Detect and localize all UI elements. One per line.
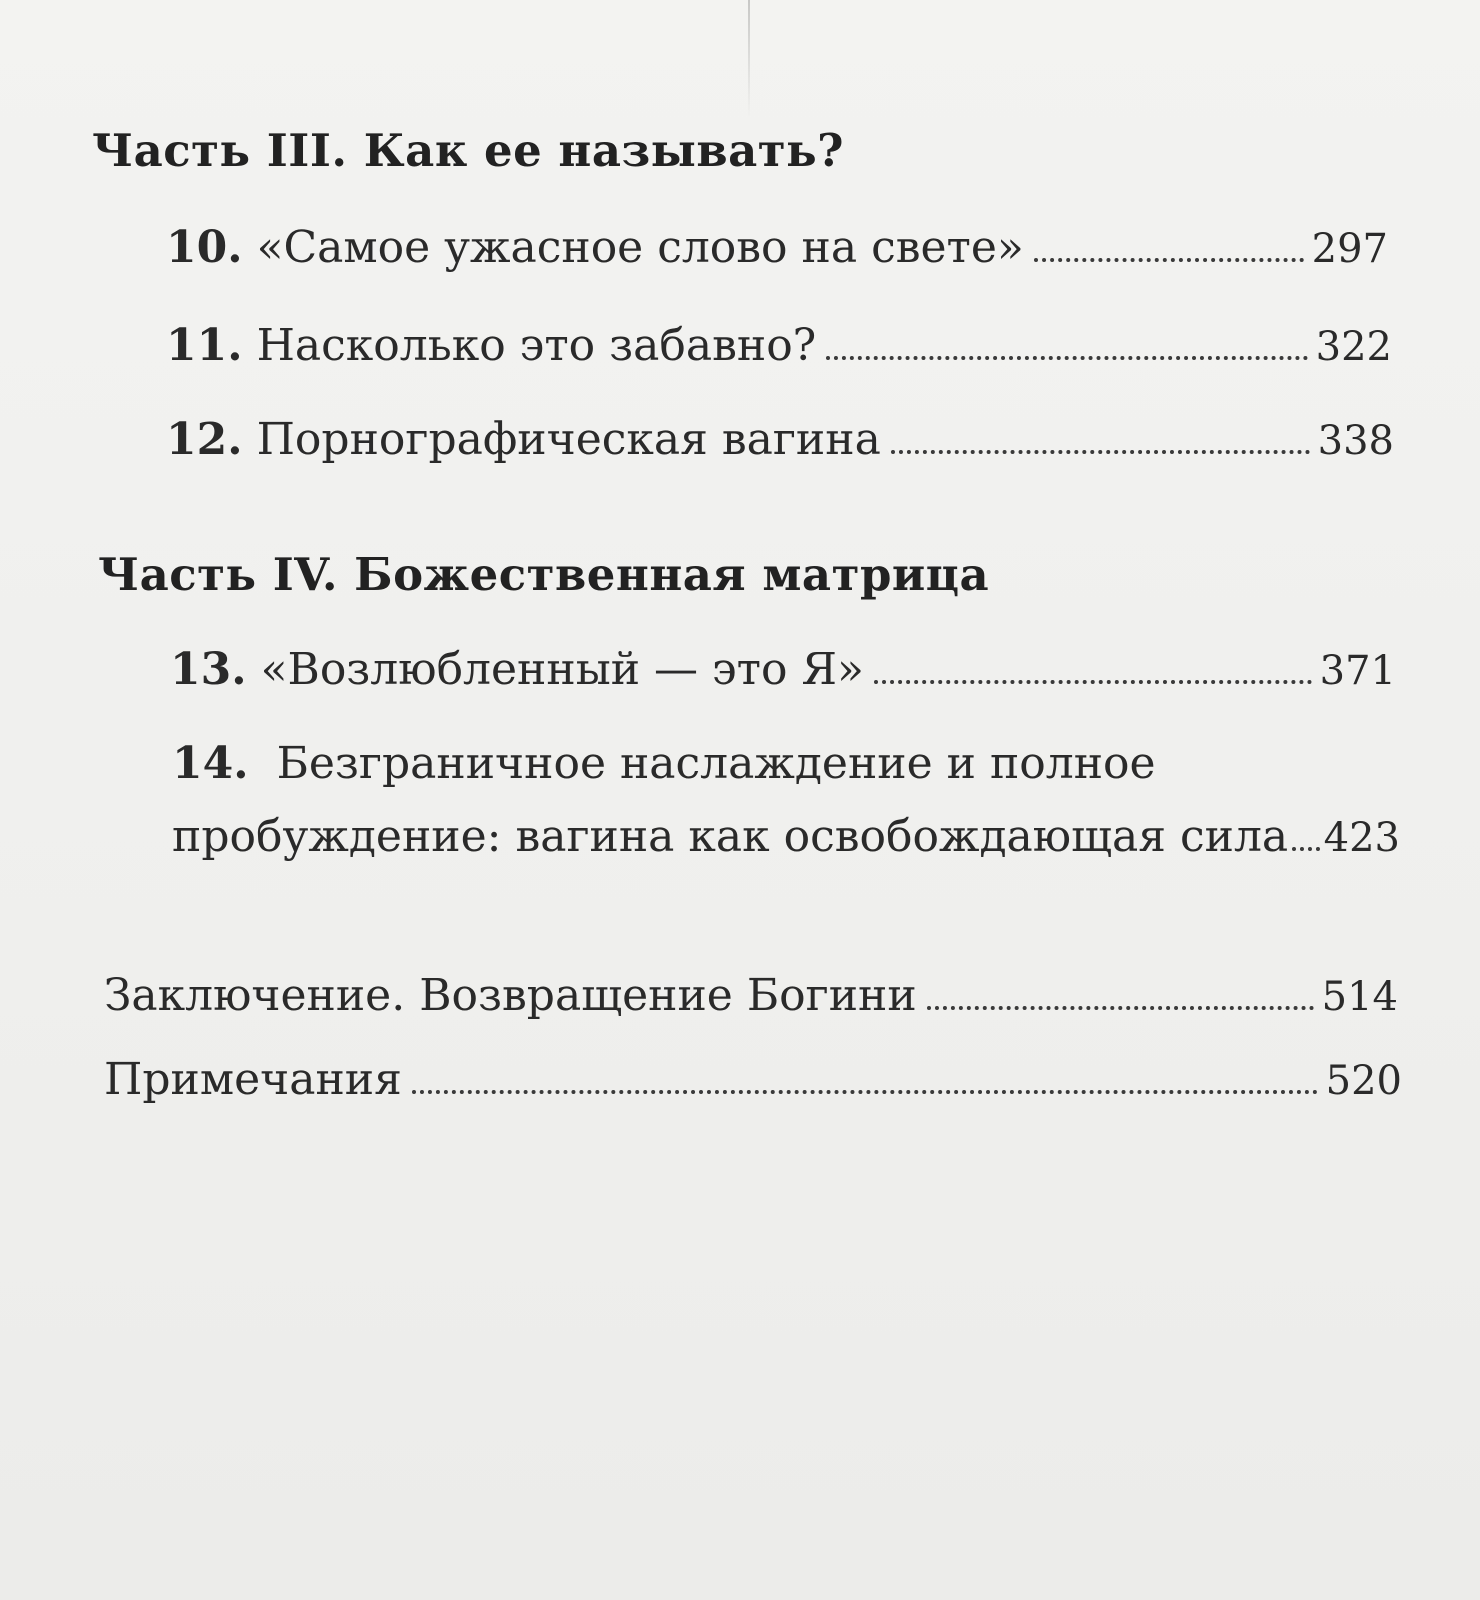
part-heading-3: Часть III. Как ее называть? (92, 124, 845, 177)
toc-entry-13[interactable] (170, 644, 1396, 695)
chapter-title-line1: Безграничное наслаждение и полное (276, 738, 1156, 789)
leader-dots (1034, 258, 1304, 262)
chapter-number: 13. (170, 644, 247, 695)
chapter-title: «Возлюбленный — это Я» (260, 644, 864, 695)
leader-dots (927, 1006, 1314, 1010)
page-number: 423 (1323, 815, 1400, 861)
toc-entry-14[interactable] (172, 738, 1400, 862)
page-number: 520 (1325, 1058, 1402, 1104)
leader-dots (412, 1090, 1318, 1094)
chapter-title: Порнографическая вагина (256, 414, 881, 465)
chapter-number: 11. (166, 320, 243, 371)
chapter-title: «Самое ужасное слово на свете» (256, 222, 1024, 273)
toc-entry-11[interactable] (166, 320, 1392, 371)
chapter-number: 10. (166, 222, 243, 273)
leader-dots (1292, 847, 1320, 851)
chapter-title-line2-row (172, 811, 1400, 862)
page-fold-shadow (748, 0, 750, 120)
chapter-title: Насколько это забавно? (256, 320, 817, 371)
toc-entry-conclusion[interactable] (104, 970, 1398, 1021)
leader-dots (874, 680, 1312, 684)
page-number: 338 (1317, 418, 1394, 464)
bleed-through-text (1060, 130, 1075, 184)
page-number: 322 (1315, 324, 1392, 370)
chapter-number: 14. (172, 738, 249, 789)
part-heading-4: Часть IV. Божественная матрица (98, 548, 990, 601)
page-number: 297 (1311, 226, 1388, 272)
toc-entry-12[interactable] (166, 414, 1394, 465)
toc-entry-notes[interactable] (104, 1054, 1402, 1105)
leader-dots (891, 450, 1310, 454)
section-title: Примечания (104, 1054, 402, 1105)
leader-dots (826, 356, 1307, 360)
page-number: 514 (1321, 974, 1398, 1020)
chapter-number: 12. (166, 414, 243, 465)
page-number: 371 (1319, 648, 1396, 694)
chapter-title-line1-row (172, 738, 1400, 789)
section-title: Заключение. Возвращение Богини (104, 970, 917, 1021)
toc-entry-10[interactable] (166, 222, 1388, 273)
chapter-title-line2: пробуждение: вагина как освобождающая сила (172, 811, 1289, 862)
